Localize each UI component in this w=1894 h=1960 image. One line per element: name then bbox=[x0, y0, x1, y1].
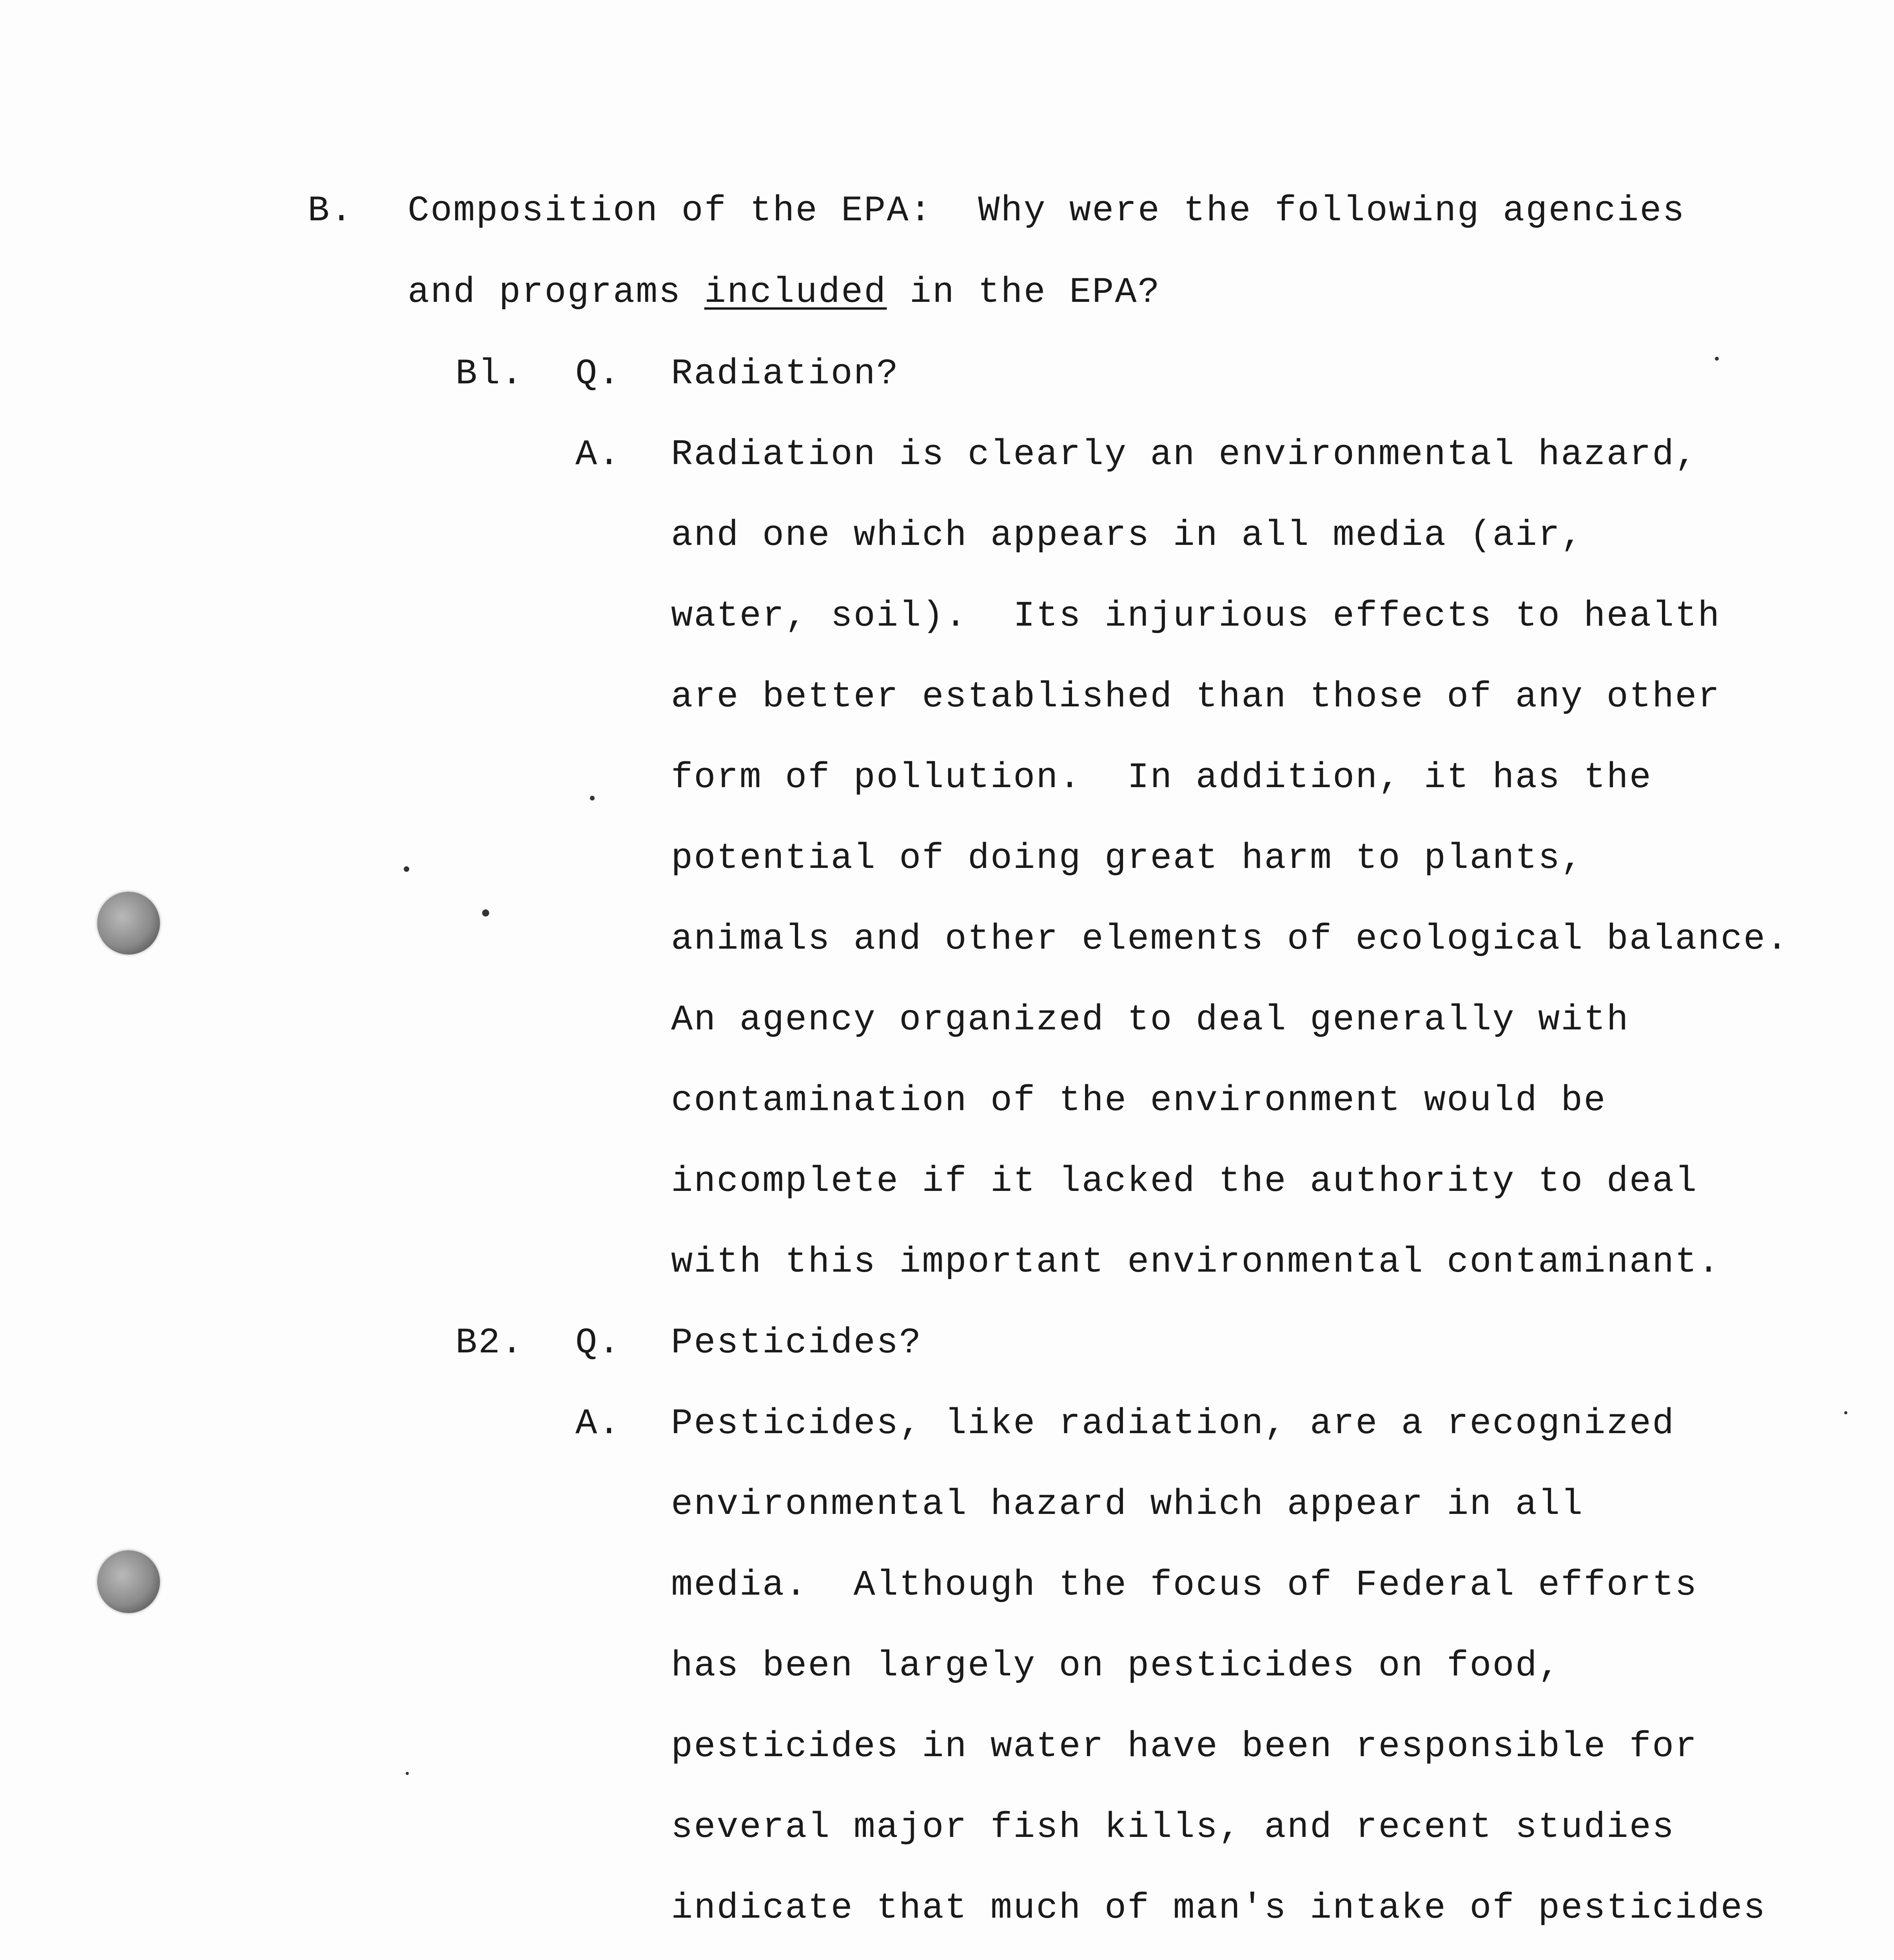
b1-answer-line: with this important environmental contaminant. bbox=[671, 1241, 1721, 1283]
heading-line2-pre: and programs bbox=[408, 272, 704, 313]
section-heading-line1: Composition of the EPA: Why were the following agencies bbox=[408, 190, 1685, 231]
b2-number: B2. bbox=[455, 1322, 524, 1363]
speck bbox=[482, 909, 489, 916]
section-heading-line2 bbox=[408, 269, 1161, 316]
section-label: B. bbox=[308, 190, 354, 231]
heading-underlined-word: included bbox=[704, 272, 887, 313]
b1-number: Bl. bbox=[455, 353, 524, 394]
b2-answer-line: environmental hazard which appear in all bbox=[671, 1484, 1584, 1525]
b1-answer-line: potential of doing great harm to plants, bbox=[671, 838, 1584, 879]
speck bbox=[590, 796, 595, 800]
binder-hole-top bbox=[97, 892, 160, 955]
b2-answer-line: indicate that much of man's intake of pesticides bbox=[671, 1887, 1767, 1929]
b1-answer-line: and one which appears in all media (air, bbox=[671, 515, 1584, 556]
b1-question: Radiation? bbox=[671, 353, 900, 394]
b2-q-label: Q. bbox=[575, 1322, 621, 1363]
b1-answer-line: animals and other elements of ecological balance. bbox=[671, 918, 1789, 960]
b2-answer-line: has been largely on pesticides on food, bbox=[671, 1645, 1561, 1686]
b1-answer-line: contamination of the environment would be bbox=[671, 1080, 1607, 1121]
b1-answer-line: are better established than those of any other bbox=[671, 676, 1721, 717]
binder-hole-bottom bbox=[97, 1550, 160, 1613]
b1-answer-line: form of pollution. In addition, it has the bbox=[671, 757, 1652, 798]
b1-answer-line: An agency organized to deal generally with bbox=[671, 999, 1629, 1040]
b2-question: Pesticides? bbox=[671, 1322, 922, 1363]
b1-a-label: A. bbox=[575, 434, 621, 475]
speck bbox=[404, 866, 409, 872]
b2-answer-line: media. Although the focus of Federal efforts bbox=[671, 1564, 1698, 1606]
speck bbox=[1715, 357, 1719, 361]
b1-answer-line: water, soil). Its injurious effects to health bbox=[671, 595, 1721, 637]
b1-answer-line: Radiation is clearly an environmental hazard, bbox=[671, 434, 1698, 475]
b2-answer-line: Pesticides, like radiation, are a recognized bbox=[671, 1403, 1675, 1444]
speck bbox=[406, 1772, 409, 1775]
b2-a-label: A. bbox=[575, 1403, 621, 1444]
b2-answer-line: several major fish kills, and recent studies bbox=[671, 1807, 1675, 1848]
heading-line2-post: in the EPA? bbox=[887, 272, 1161, 313]
b1-q-label: Q. bbox=[575, 353, 621, 394]
b2-answer-line: pesticides in water have been responsible for bbox=[671, 1726, 1698, 1767]
b1-answer-line: incomplete if it lacked the authority to deal bbox=[671, 1161, 1698, 1202]
speck bbox=[1844, 1411, 1847, 1414]
